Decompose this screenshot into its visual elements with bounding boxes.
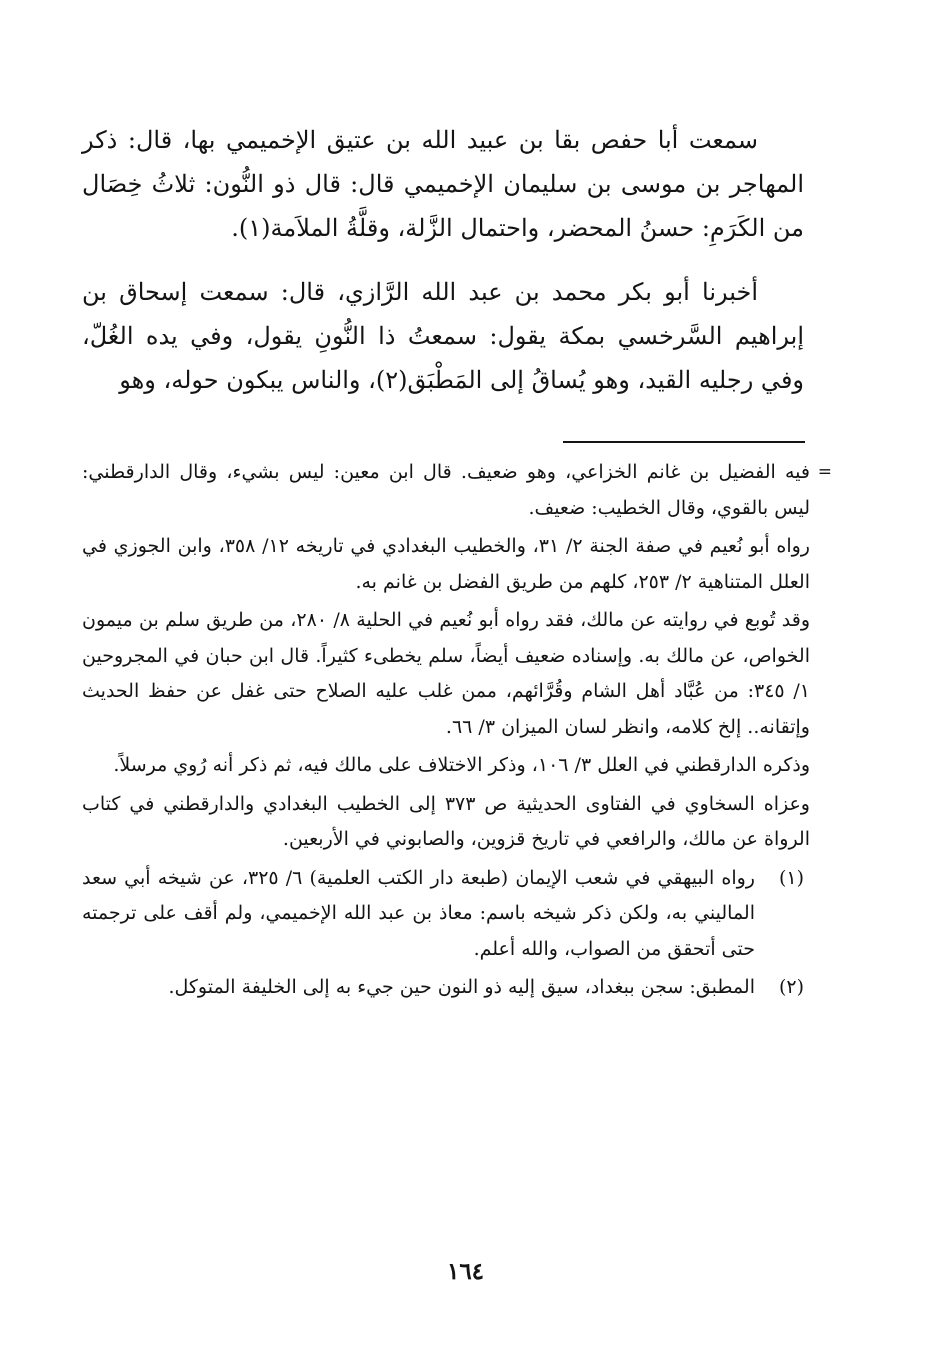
footnote-continuation xyxy=(82,529,810,600)
footnote-number: (٢) xyxy=(778,976,804,998)
footnote-text: المطبق: سجن ببغداد، سيق إليه ذو النون حين جيء به إلى الخليفة المتوكل. xyxy=(168,976,755,998)
footnotes xyxy=(82,455,832,1009)
footnote-text: رواه أبو نُعيم في صفة الجنة ٢/ ٣١، والخطيب البغدادي في تاريخه ١٢/ ٣٥٨، وابن الجوزي في العلل المتناهية ٢/ ٢٥٣، كلهم من طريق الفضل بن غانم به. xyxy=(82,535,810,593)
footnote-continuation xyxy=(82,603,810,745)
footnote-number: (١) xyxy=(778,866,804,889)
footnote-divider xyxy=(563,441,805,443)
continuation-mark: = xyxy=(817,462,832,482)
footnote-text: وقد تُوبع في روايته عن مالك، فقد رواه أبو نُعيم في الحلية ٨/ ٢٨٠، من طريق سلم بن ميمون الخواص، عن مالك به. وإسناده ضعيف أيضاً، سلم يخطىء كثيراً. قال ابن حبان في المجروحين ١/ ٣٤٥: من عُبَّاد أهل الشام وقُرَّائهم، ممن غلب عليه الصلاح حتى غفل عن حفظ الحديث وإتقانه.. إلخ كلامه، وانظر لسان الميزان ٣/ ٦٦. xyxy=(82,609,810,738)
footnote-continuation xyxy=(82,455,832,526)
main-paragraph: سمعت أبا حفص بقا بن عبيد الله بن عتيق الإخميمي بها، قال: ذكر المهاجر بن موسى بن سليمان الإخميمي قال: قال ذو النُّون: ثلاثُ خِصَال من الكَرَمِ: حسنُ المحضر، واحتمال الزَّلة، وقلَّةُ الملاَمة(١). xyxy=(82,126,804,242)
footnote-text: وذكره الدارقطني في العلل ٣/ ١٠٦، وذكر الاختلاف على مالك فيه، ثم ذكر أنه رُوي مرسلاً. xyxy=(113,754,810,776)
footnote-continuation xyxy=(82,748,810,784)
footnote-text: فيه الفضيل بن غانم الخزاعي، وهو ضعيف. قال ابن معين: ليس بشيء، وقال الدارقطني: ليس بالقوي، وقال الخطيب: ضعيف. xyxy=(82,461,810,519)
page-number: ١٦٤ xyxy=(446,1258,485,1285)
footnote-text: وعزاه السخاوي في الفتاوى الحديثية ص ٣٧٣ إلى الخطيب البغدادي والدارقطني في كتاب الرواة عن مالك، والرافعي في تاريخ قزوين، والصابوني في الأربعين. xyxy=(82,792,810,850)
main-text xyxy=(82,118,804,402)
footnote-continuation xyxy=(82,787,810,858)
footnote-item xyxy=(82,970,810,1006)
footnote-item xyxy=(82,861,810,968)
main-paragraph: أخبرنا أبو بكر محمد بن عبد الله الرَّازي، قال: سمعت إسحاق بن إبراهيم السَّرخسي بمكة يقول: سمعتُ ذا النُّونِ يقول، وفي يده الغُلّ، وفي رجليه القيد، وهو يُساقُ إلى المَطْبَق(٢)، والناس يبكون حوله، وهو xyxy=(82,278,804,394)
footnote-text: رواه البيهقي في شعب الإيمان (طبعة دار الكتب العلمية) ٦/ ٣٢٥، عن شيخه أبي سعد الماليني به، ولكن ذكر شيخه باسم: معاذ بن عبد الله الإخميمي، ولم أقف على ترجمته حتى أتحقق من الصواب، والله أعلم. xyxy=(82,866,755,960)
